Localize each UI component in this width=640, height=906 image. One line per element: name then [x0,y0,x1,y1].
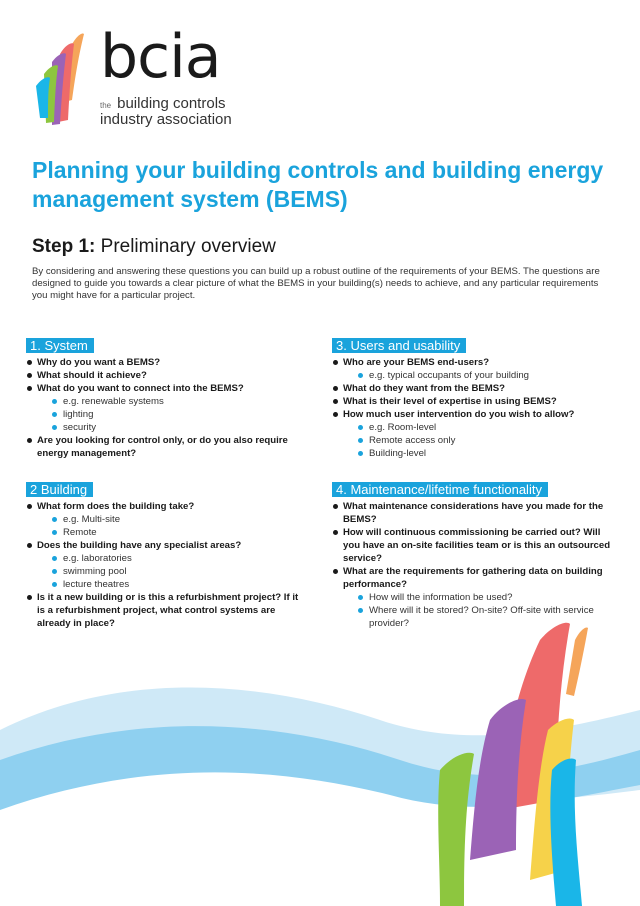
decorative-wave-graphic [0,600,640,906]
question-item [26,356,306,369]
sub-item: lighting [37,408,306,421]
sub-item: Building-level [343,447,612,460]
question-text: Is it a new building or is this a refurbishment project? If it is a refurbishment project, what control systems are already in place? [37,592,299,629]
question-item [332,526,612,565]
sub-item: Remote [37,526,306,539]
page-title: Planning your building controls and building energy management system (BEMS) [32,157,604,212]
intro-paragraph: By considering and answering these questions you can build up a robust outline of the requirements of your BEMS. The questions are designed to guide you towards a clear picture of what the BEMS in your building(s) needs to achieve, and any particular requirements you might have for a particular project. [32,266,600,301]
question-item [26,382,306,434]
section-heading-users: 3. Users and usability [332,338,466,353]
ribbon-green [438,753,474,906]
logo-ribbons-icon [30,30,100,130]
section-heading-system: 1. System [26,338,94,353]
question-text: How much user intervention do you wish to allow? [343,409,575,420]
sub-item: security [37,421,306,434]
sub-list [37,552,306,591]
step-number: Step 1: [32,236,96,257]
question-item [26,369,306,382]
question-text: What should it achieve? [37,370,147,381]
ribbon-purple [470,699,526,860]
question-item [332,408,612,460]
question-item [332,356,612,382]
sub-item: swimming pool [37,565,306,578]
logo-tagline-line2: industry association [100,111,232,128]
step-label: Preliminary overview [100,236,276,257]
question-text: What do they want from the BEMS? [343,383,506,394]
question-item [332,382,612,395]
logo-line1: building controls [117,95,226,112]
sub-list [37,395,306,434]
sub-item: Where will it be stored? On-site? Off-site with service provider? [343,604,612,630]
logo-prefix: the [100,101,112,110]
question-text: What is their level of expertise in using BEMS? [343,396,557,407]
sub-item: e.g. Multi-site [37,513,306,526]
sub-item: e.g. Room-level [343,421,612,434]
question-list [332,356,612,460]
question-text: Are you looking for control only, or do you also require energy management? [37,435,288,459]
question-text: Does the building have any specialist areas? [37,540,242,551]
sub-item: Remote access only [343,434,612,447]
section-system [26,337,306,460]
section-heading-maintenance: 4. Maintenance/lifetime functionality [332,482,548,497]
question-list [26,356,306,460]
question-text: How will continuous commissioning be carried out? Will you have an on-site facilities team or is this an outsourced service? [343,527,611,564]
sub-item: How will the information be used? [343,591,612,604]
question-item [332,500,612,526]
sub-list [343,421,612,460]
question-text: Who are your BEMS end-users? [343,357,490,368]
question-text: What are the requirements for gathering data on building performance? [343,566,603,590]
section-heading-building: 2 Building [26,482,93,497]
sub-item: e.g. laboratories [37,552,306,565]
logo-tagline-line1 [100,95,226,112]
sub-item: lecture theatres [37,578,306,591]
sub-item: e.g. renewable systems [37,395,306,408]
question-item [26,434,306,460]
question-item [26,500,306,539]
question-text: What form does the building take? [37,501,195,512]
sub-item: e.g. typical occupants of your building [343,369,612,382]
question-item [332,395,612,408]
logo-wordmark: bcia [100,22,221,92]
question-text: Why do you want a BEMS? [37,357,161,368]
ribbon-orange [566,628,588,697]
question-text: What do you want to connect into the BEMS? [37,383,244,394]
step-heading [32,236,276,258]
sub-list [37,513,306,539]
bcia-logo [30,22,250,130]
question-text: What maintenance considerations have you made for the BEMS? [343,501,604,525]
question-item [26,539,306,591]
sub-list [343,369,612,382]
section-users [332,337,612,460]
